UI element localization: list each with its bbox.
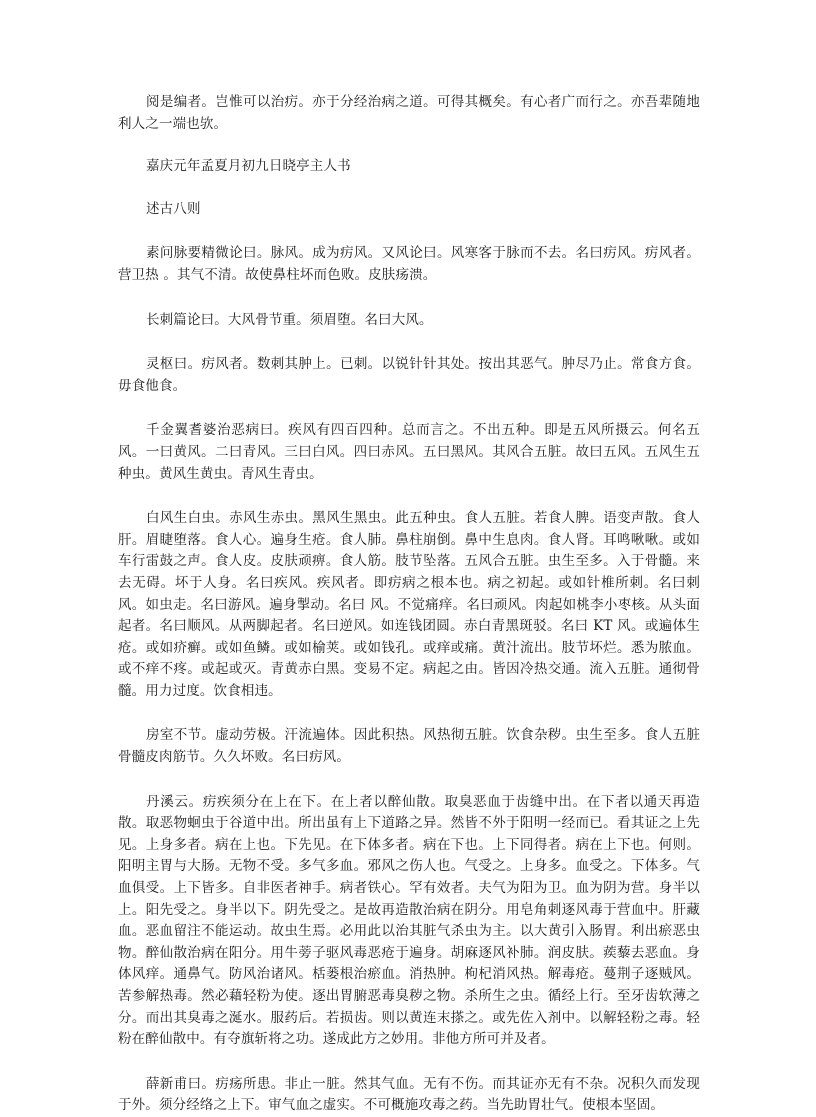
paragraph-causes: 房室不节。虚动劳极。汗流遍体。因此积热。风热彻五脏。饮食杂秽。虫生至多。食人五脏骨髓皮肉筋节。久久坏败。名曰疠风。 bbox=[118, 727, 700, 766]
paragraph-dateline: 嘉庆元年孟夏月初九日晓亭主人书 bbox=[146, 158, 351, 175]
paragraph-changci: 长刺篇论曰。大风骨节重。须眉堕。名曰大风。 bbox=[146, 311, 433, 328]
document-body bbox=[118, 92, 700, 1117]
paragraph-danxi: 丹溪云。疠疾须分在上在下。在上者以醉仙散。取臭恶血于齿缝中出。在下者以通天再造散。取恶物蛔虫于谷道中出。所出虽有上下道路之异。然皆不外于阳明一经而已。看其证之上先见。上身多者。病在上也。下先见。在下体多者。病在下也。上下同得者。病在上下也。何则。阳明主胃与大肠。无物不受。多气多血。邪风之伤人也。气受之。上身多。血受之。下体多。气血俱受。上下皆多。自非医者神手。病者铁心。罕有效者。夫气为阳为卫。血为阴为营。身半以上。阳先受之。身半以下。阴先受之。是故再造散治病在阴分。用皂角刺逐风毒于营血中。肝藏血。恶血留注不能运动。故虫生焉。必用此以治其脏气杀虫为主。以大黄引入肠胃。利出瘀恶虫物。醉仙散治病在阳分。用牛蒡子驱风毒恶疮于遍身。胡麻逐风补肺。润皮肤。蒺藜去恶血。身体风痒。通鼻气。防风治诸风。栝蒌根治瘀血。消热肿。枸杞消风热。解毒疮。蔓荆子逐贼风。苦参解热毒。然必藉轻粉为使。逐出胃腑恶毒臭秽之物。杀所生之虫。循经上行。至牙齿软薄之分。而出其臭毒之涎水。服药后。若损齿。则以黄连末搽之。或先佐入剂中。以解轻粉之毒。轻粉在醉仙散中。有夺旗斩将之功。遂成此方之妙用。非他方所可并及者。 bbox=[118, 793, 700, 1048]
section-heading: 述古八则 bbox=[146, 200, 201, 217]
paragraph-preface-closing: 阅是编者。岂惟可以治疠。亦于分经治病之道。可得其概矣。有心者广而行之。亦吾辈随地利人之一端也欤。 bbox=[118, 94, 700, 132]
paragraph-xue-xinfu: 薛新甫曰。疠疡所患。非止一脏。然其气血。无有不伤。而其证亦无有不杂。况积久而发现于外。须分经络之上下。审气血之虚实。不可概施攻毒之药。当先助胃壮气。使根本坚固。 bbox=[118, 1075, 700, 1114]
paragraph-qianjinyi: 千金翼耆婆治恶病曰。疾风有四百四种。总而言之。不出五种。即是五风所摄云。何名五风。一曰黄风。二曰青风。三曰白风。四曰赤风。五曰黑风。其风合五脏。故曰五风。五风生五种虫。黄风生黄虫。青风生青虫。 bbox=[118, 422, 700, 482]
paragraph-suwen: 素问脉要精微论曰。脉风。成为疠风。又风论曰。风寒客于脉而不去。名曰疠风。疠风者。营卫热 。其气不清。故使鼻柱坏而色败。皮肤疡溃。 bbox=[118, 245, 700, 283]
paragraph-lingshu: 灵枢曰。疠风者。数刺其肿上。已刺。以锐针针其处。按出其恶气。肿尽乃止。常食方食。毋食他食。 bbox=[118, 356, 700, 394]
paragraph-five-worms: 白风生白虫。赤风生赤虫。黑风生黑虫。此五种虫。食人五脏。若食人脾。语变声散。食人肝。眉睫堕落。食人心。遍身生疮。食人肺。鼻柱崩倒。鼻中生息肉。食人肾。耳鸣啾啾。或如车行雷鼓之声。食人皮。皮肤顽痹。食人筋。肢节坠落。五风合五脏。虫生至多。入于骨髓。来去无碍。坏于人身。名曰疾风。疾风者。即疠病之根本也。病之初起。或如针椎所刺。名曰刺风。如虫走。名曰游风。遍身掣动。名曰 风。不觉痛痒。名曰顽风。肉起如桃李小枣核。从头面起者。名曰顺风。从两脚起者。名曰逆风。如连钱团圆。赤白青黑斑驳。名曰 KT 风。或遍体生疮。或如疥癣。或如鱼鳞。或如榆荚。或如钱孔。或痒或痛。黄汁流出。肢节坏烂。悉为脓血。或不痒不疼。或起或灭。青黄赤白黑。变易不定。病起之由。皆因冷热交通。流入五脏。通彻骨髓。用力过度。饮食相违。 bbox=[118, 510, 700, 699]
